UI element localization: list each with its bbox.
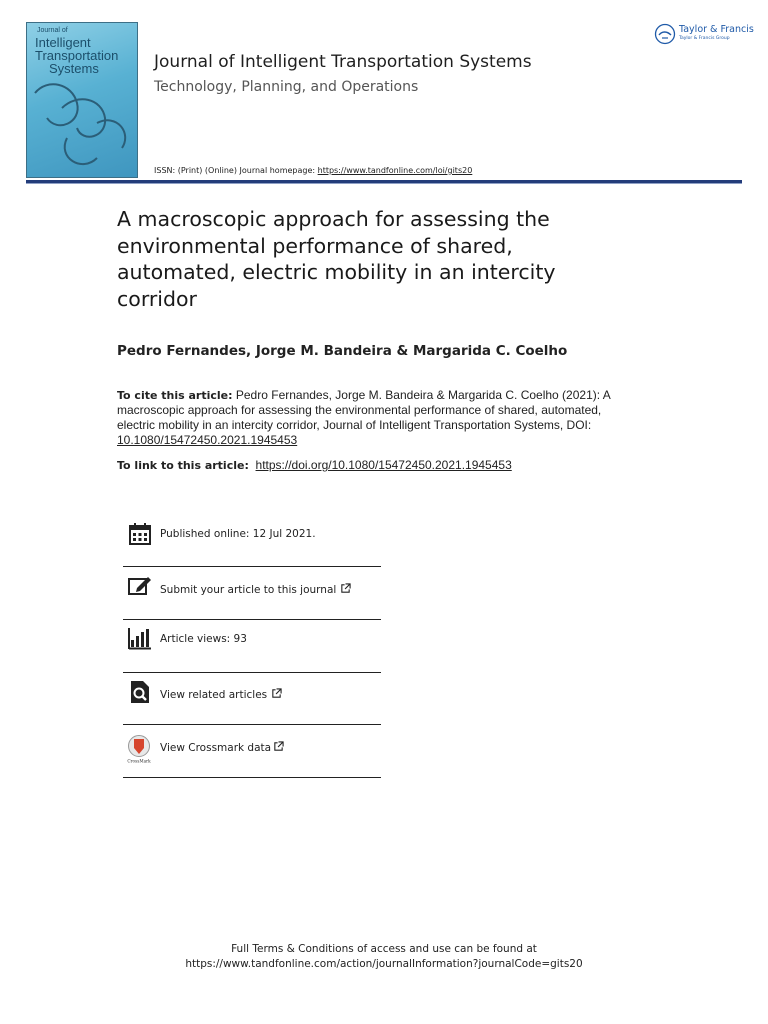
cover-line-1: Intelligent [35, 35, 91, 50]
article-views-row [123, 625, 381, 678]
header-rule-shadow [26, 183, 742, 184]
footer-terms-url[interactable]: https://www.tandfonline.com/action/journalInformation?journalCode=gits20 [185, 958, 583, 970]
cite-doi-link[interactable]: 10.1080/15472450.2021.1945453 [117, 433, 298, 447]
article-doi-url[interactable]: https://doi.org/10.1080/15472450.2021.1945453 [255, 458, 512, 472]
cite-text: Pedro Fernandes, Jorge M. Bandeira & Margarida C. Coelho (2021): A macroscopic approach for assessing the environmental performance of shared, automated, electric mobility in an intercity corridor, Journal of Intelligent Transportation Systems, DOI: [117, 388, 611, 432]
submit-article-text: Submit your article to this journal [160, 584, 337, 596]
divider [123, 566, 381, 567]
publisher-name: Taylor & Francis [679, 24, 754, 35]
search-document-icon [128, 680, 152, 704]
journal-cover-image [26, 22, 138, 178]
link-label: To link to this article: [117, 459, 249, 472]
crossmark-icon [126, 734, 152, 764]
citation-block [117, 388, 617, 448]
issn-line [154, 166, 472, 175]
external-link-icon [273, 741, 284, 752]
bar-chart-icon [128, 626, 152, 650]
published-online-row [123, 518, 381, 571]
crossmark-text: View Crossmark data [160, 742, 272, 754]
cover-line-2: Transportation [35, 48, 119, 63]
edit-icon [128, 574, 152, 598]
related-articles-text: View related articles [160, 689, 268, 701]
publisher-group: Taylor & Francis Group [679, 36, 730, 41]
divider [123, 724, 381, 725]
cover-line-3: Systems [49, 61, 99, 76]
taylor-francis-icon [654, 23, 676, 45]
journal-title: Journal of Intelligent Transportation Systems [154, 52, 532, 72]
publisher-logo[interactable] [654, 22, 754, 48]
published-online-text: Published online: 12 Jul 2021. [160, 528, 316, 540]
crossmark-caption: CrossMark [127, 758, 151, 764]
external-link-icon [271, 688, 282, 699]
article-title: A macroscopic approach for assessing the environmental performance of shared, automated, electric mobility in an intercity corridor [117, 207, 556, 311]
calendar-icon [128, 522, 152, 546]
article-link-line [117, 458, 512, 472]
footer-terms-text: Full Terms & Conditions of access and use can be found at [231, 943, 537, 955]
crossmark-link[interactable] [160, 741, 284, 754]
article-authors: Pedro Fernandes, Jorge M. Bandeira & Margarida C. Coelho [117, 343, 568, 359]
external-link-icon [340, 583, 351, 594]
divider [123, 619, 381, 620]
related-articles-link[interactable] [160, 688, 282, 701]
cite-label: To cite this article: [117, 389, 233, 402]
submit-article-link[interactable] [160, 583, 351, 596]
divider [123, 777, 381, 778]
article-views-text: Article views: 93 [160, 633, 247, 645]
journal-subtitle: Technology, Planning, and Operations [154, 79, 419, 95]
divider [123, 672, 381, 673]
issn-prefix: ISSN: (Print) (Online) Journal homepage: [154, 166, 318, 175]
cover-journal-of: Journal of [37, 27, 68, 34]
journal-homepage-link[interactable]: https://www.tandfonline.com/loi/gits20 [317, 166, 473, 175]
